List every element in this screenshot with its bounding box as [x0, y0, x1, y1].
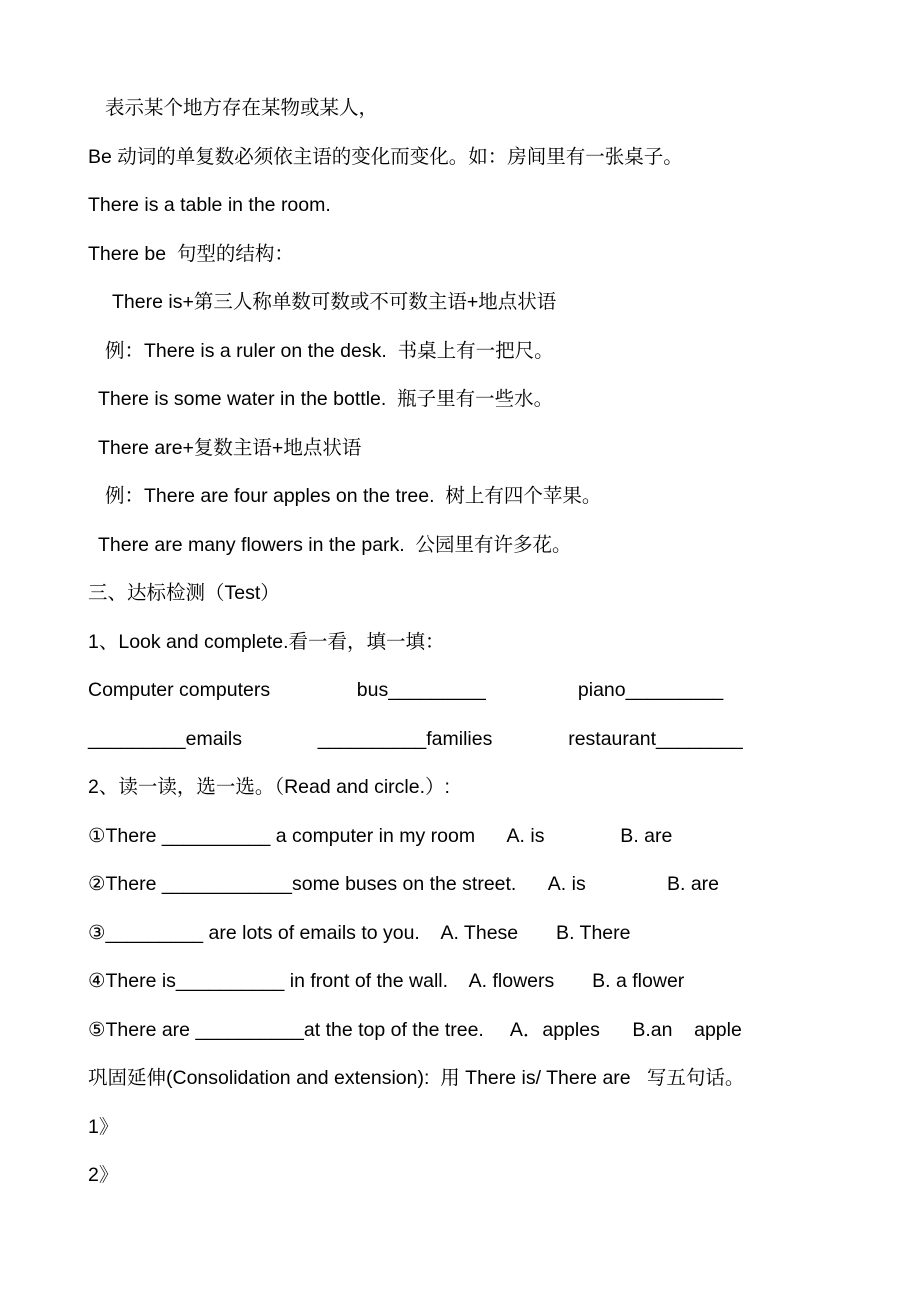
exercise-1-heading: 1、Look and complete.看一看，填一填：: [88, 630, 445, 653]
text-line-there-are-rule: There are+复数主语+地点状语: [98, 436, 362, 459]
text-line-be-rule: Be 动词的单复数必须依主语的变化而变化。如：房间里有一张桌子。: [88, 145, 683, 168]
text-line-water-example: There is some water in the bottle. 瓶子里有一些水。: [98, 388, 554, 410]
exercise-2-item-3: ③_________ are lots of emails to you. A. These B. There: [88, 921, 631, 944]
exercise-1-row-2: _________emails __________families restaurant________: [88, 727, 743, 750]
exercise-2-item-1: ①There __________ a computer in my room A. is B. are: [88, 824, 673, 847]
text-line-apples-example: 例：There are four apples on the tree. 树上有四个苹果。: [105, 485, 602, 507]
text-line-structure-title: There be 句型的结构：: [88, 242, 294, 265]
exercise-2-item-4: ④There is__________ in front of the wall. A. flowers B. a flower: [88, 970, 685, 992]
sentence-slot-1: 1》: [88, 1115, 119, 1138]
text-line-flowers-example: There are many flowers in the park. 公园里有许多花。: [98, 533, 572, 556]
text-line-there-is-rule: There is+第三人称单数可数或不可数主语+地点状语: [112, 291, 557, 313]
section-heading-test: 三、达标检测（Test）: [88, 582, 280, 604]
exercise-2-item-5: ⑤There are __________at the top of the tree. A．apples B.an apple: [88, 1018, 742, 1041]
exercise-2-item-2: ②There ____________some buses on the street. A. is B. are: [88, 873, 719, 895]
text-line-example-table: There is a table in the room.: [88, 194, 331, 216]
text-line-ruler-example: 例：There is a ruler on the desk. 书桌上有一把尺。: [105, 339, 554, 362]
text-line-intro: 表示某个地方存在某物或某人，: [105, 97, 379, 119]
sentence-slot-2: 2》: [88, 1164, 119, 1186]
exercise-1-row-1: Computer computers bus_________ piano_________: [88, 679, 724, 701]
consolidation-heading: 巩固延伸(Consolidation and extension): 用 There is/ There are 写五句话。: [88, 1067, 745, 1089]
exercise-2-heading: 2、读一读，选一选。（Read and circle.）:: [88, 776, 450, 798]
